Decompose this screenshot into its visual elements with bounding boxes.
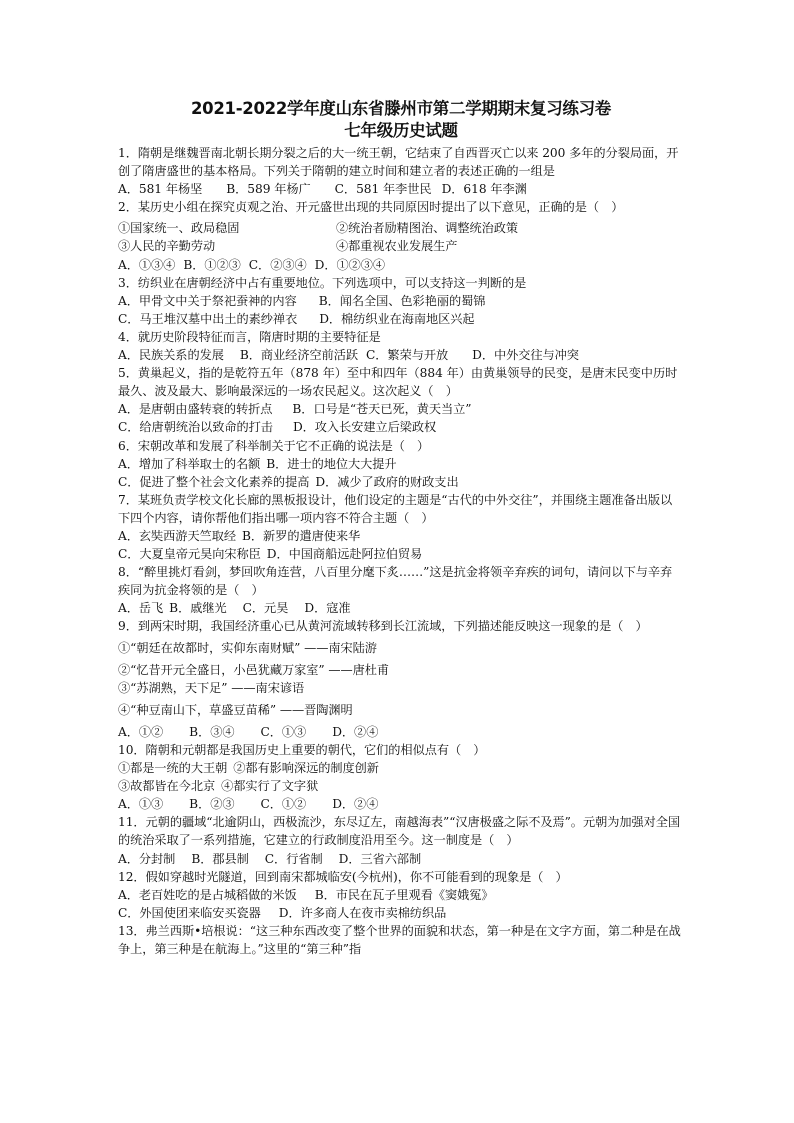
option-c: C．马王堆汉墓中出土的素纱禅衣 — [118, 311, 298, 326]
item-row — [118, 237, 684, 255]
option-row — [118, 599, 684, 617]
item-4: ④“种豆南山下，草盛豆苗稀” ——晋陶渊明 — [118, 702, 353, 717]
option-d: D．②④ — [332, 724, 379, 739]
option-d: D．减少了政府的财政支出 — [315, 474, 459, 489]
item-2: ②都有影响深远的制度创新 — [233, 761, 379, 776]
option-row — [118, 455, 684, 473]
option-b: B．郡县制 — [191, 851, 249, 866]
option-a: A．岳飞 — [118, 601, 164, 616]
option-a: A．581 年杨坚 — [118, 182, 203, 197]
item-3: ③“苏湖熟，天下足” ——南宋谚语 — [118, 680, 305, 695]
option-c: C．繁荣与开放 — [366, 348, 449, 363]
option-c: C．促进了整个社会文化素养的提高 — [118, 474, 310, 489]
option-b: B．③④ — [189, 724, 235, 739]
option-row — [118, 473, 684, 491]
option-b: B．口号是“苍天已死，黄天当立” — [292, 402, 472, 417]
option-c: C．给唐朝统治以致命的打击 — [118, 420, 273, 435]
question-stem: 5．黄巢起义，指的是乾符五年（878 年）至中和四年（884 年）由黄巢领导的民变，是唐末民变中历时最久、波及最大、影响最深远的一场农民起义。这次起义（ ） — [118, 366, 678, 399]
exam-subtitle: 七年级历史试题 — [344, 121, 458, 140]
question-stem: 3．纺织业在唐朝经济中占有重要地位。下列选项中，可以支持这一判断的是 — [118, 275, 527, 290]
question-2 — [118, 198, 684, 273]
option-a: A．是唐朝由盛转衰的转折点 — [118, 402, 273, 417]
option-row — [118, 886, 684, 904]
option-b: B．商业经济空前活跃 — [239, 348, 359, 363]
option-row — [118, 310, 684, 328]
question-3 — [118, 274, 684, 328]
option-b: B．市民在瓦子里观看《窦娥冤》 — [314, 887, 494, 902]
option-d: D．棉纺织业在海南地区兴起 — [319, 311, 475, 326]
option-b: B．戚继光 — [169, 601, 227, 616]
option-a: A．玄奘西游天竺取经 — [118, 528, 236, 543]
option-d: D．许多商人在夜市卖棉纺织品 — [278, 905, 447, 920]
option-row — [118, 795, 684, 813]
question-13 — [118, 922, 684, 958]
option-row — [118, 256, 684, 274]
option-a: A．甲骨文中关于祭祀蚕神的内容 — [118, 293, 297, 308]
option-d: D．①②③④ — [314, 257, 386, 272]
option-a: A．①③④ — [118, 257, 176, 272]
question-stem: 8．“醉里挑灯看剑，梦回吹角连营，八百里分麾下炙……”这是抗金将领辛弃疾的词句，请问以下与辛弃疾同为抗金将领的是（ ） — [118, 565, 673, 598]
option-a: A．老百姓吃的是占城稻做的米饭 — [118, 887, 297, 902]
option-row — [118, 400, 684, 418]
question-stem: 7．某班负责学校文化长廊的黑板报设计，他们设定的主题是“古代的中外交往”，并围绕主题准备出版以下四个内容，请你帮他们指出哪一项内容不符合主题（ ） — [118, 492, 673, 525]
question-7 — [118, 491, 684, 563]
item-row — [118, 777, 684, 795]
question-stem: 12．假如穿越时光隧道，回到南宋都城临安(今杭州)，你不可能看到的现象是（ ） — [118, 869, 568, 884]
option-row — [118, 180, 684, 198]
item-1: ①都是一统的大王朝 — [118, 761, 228, 776]
option-row — [118, 418, 684, 436]
option-row — [118, 527, 684, 545]
option-row — [118, 723, 684, 741]
item-1: ①“朝廷在故都时，实仰东南财赋” ——南宋陆游 — [118, 640, 377, 655]
option-d: D．攻入长安建立后梁政权 — [292, 420, 437, 435]
item-3: ③人民的辛勤劳动 — [118, 239, 216, 254]
option-d: D．三省六部制 — [338, 851, 422, 866]
question-stem: 11．元朝的疆域“北逾阴山，西极流沙，东尽辽左，南越海表”“汉唐极盛之际不及焉”。元朝为加强对全国的统治采取了一系列措施，它建立的行政制度沿用至今。这一制度是（ ） — [118, 815, 681, 848]
question-5 — [118, 364, 684, 436]
question-11 — [118, 813, 684, 867]
question-12 — [118, 868, 684, 922]
item-4: ④都实行了文字狱 — [221, 779, 319, 794]
option-c: C．大夏皇帝元昊向宋称臣 — [118, 547, 261, 562]
question-stem: 2．某历史小组在探究贞观之治、开元盛世出现的共同原因时提出了以下意见，正确的是（ ） — [118, 200, 624, 215]
option-a: A．民族关系的发展 — [118, 348, 224, 363]
option-c: C．581 年李世民 — [334, 182, 432, 197]
option-d: D．中外交往与冲突 — [472, 348, 579, 363]
question-stem: 9．到两宋时期，我国经济重心已从黄河流域转移到长江流域，下列描述能反映这一现象的是（ ） — [118, 619, 648, 634]
question-1 — [118, 144, 684, 198]
question-6 — [118, 437, 684, 491]
option-c: C．①② — [260, 797, 307, 812]
question-stem: 1．隋朝是继魏晋南北朝长期分裂之后的大一统王朝，它结束了自西晋灭亡以来 200 多年的分裂局面，开创了隋唐盛世的基本格局。下列关于隋朝的建立时间和建立者的表述正确的一组是 — [118, 146, 679, 179]
option-a: A．①② — [118, 724, 164, 739]
option-b: B．②③ — [189, 797, 235, 812]
option-d: D．中国商船远赴阿拉伯贸易 — [266, 547, 423, 562]
option-b: B．新罗的遣唐使来华 — [242, 528, 361, 543]
item-row — [118, 219, 684, 237]
option-a: A．分封制 — [118, 851, 176, 866]
option-c: C．行省制 — [264, 851, 323, 866]
option-row — [118, 904, 684, 922]
option-row — [118, 545, 684, 563]
option-b: B．589 年杨广 — [226, 182, 311, 197]
option-d: D．618 年李渊 — [441, 182, 527, 197]
question-stem: 13．弗兰西斯•培根说：“这三种东西改变了整个世界的面貌和状态，第一种是在文字方面，第二种是在战争上，第三种是在航海上。”这里的“第三种”指 — [118, 923, 681, 957]
question-stem: 10．隋朝和元朝都是我国历史上重要的朝代，它们的相似点有（ ） — [118, 743, 486, 757]
option-row — [118, 292, 684, 310]
question-8 — [118, 563, 684, 617]
option-b: B．进士的地位大大提升 — [266, 456, 397, 471]
question-stem: 6．宋朝改革和发展了科举制关于它不正确的说法是（ ） — [118, 438, 430, 453]
option-c: C．①③ — [260, 724, 307, 739]
question-4 — [118, 328, 684, 364]
option-c: C．②③④ — [248, 257, 307, 272]
option-d: D．②④ — [332, 797, 379, 812]
item-1: ①国家统一、政局稳固 — [118, 221, 240, 236]
item-2: ②“忆昔开元全盛日，小邑犹藏万家室” ——唐杜甫 — [118, 662, 390, 677]
option-a: A．①③ — [118, 797, 164, 812]
exam-page — [118, 98, 684, 958]
option-b: B．①②③ — [183, 257, 241, 272]
option-row — [118, 346, 684, 364]
item-3: ③故都皆在今北京 — [118, 779, 216, 794]
question-10 — [118, 741, 684, 813]
option-row — [118, 850, 684, 868]
item-4: ④都重视农业发展生产 — [336, 239, 458, 254]
option-b: B．闻名全国、色彩艳丽的蜀锦 — [318, 293, 486, 308]
item-row — [118, 759, 684, 777]
option-c: C．元昊 — [242, 601, 289, 616]
question-9 — [118, 617, 684, 741]
option-c: C．外国使团来临安买瓷器 — [118, 905, 261, 920]
exam-title: 2021-2022学年度山东省滕州市第二学期期末复习练习卷 — [191, 99, 611, 118]
question-stem: 4．就历史阶段特征而言，隋唐时期的主要特征是 — [118, 329, 381, 344]
option-d: D．寇准 — [304, 601, 351, 616]
item-2: ②统治者励精图治、调整统治政策 — [336, 221, 519, 236]
option-a: A．增加了科举取士的名额 — [118, 456, 261, 471]
